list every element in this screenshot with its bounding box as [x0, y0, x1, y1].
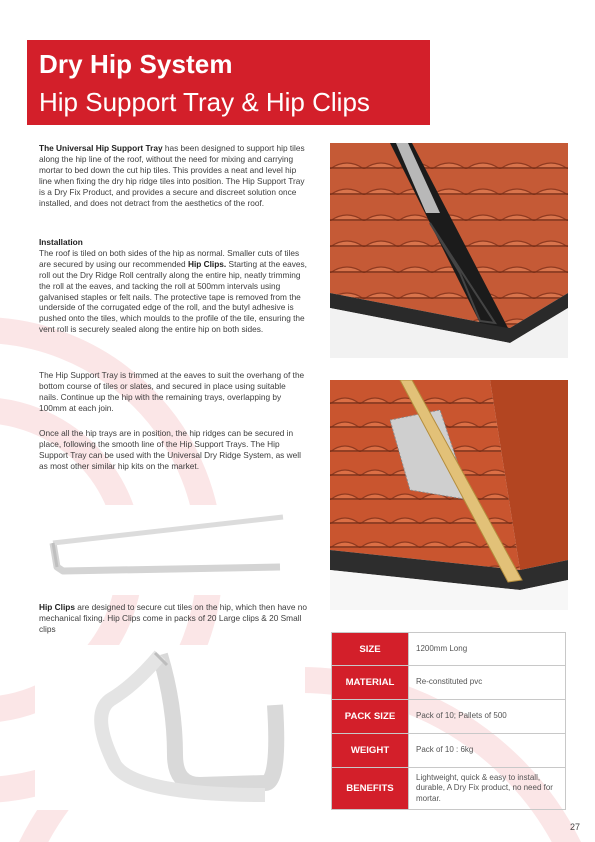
intro-lead: The Universal Hip Support Tray: [39, 143, 163, 153]
spec-label: SIZE: [332, 633, 409, 666]
roof-hip-tray-illustration: [330, 380, 568, 610]
installation-p3: Once all the hip trays are in position, the hip ridges can be secured in place, following the smooth line of the Hip Support Trays. The Hip Support Tray can be used with the Universal Dry Ridge System, as well as most other similar hip kits on the market.: [39, 428, 301, 471]
installation-section: [39, 237, 307, 335]
hip-clips-body: are designed to secure cut tiles on the hip, which then have no mechanical fixing. Hip Clips come in packs of 20 Large clips & 20 Small clips: [39, 602, 307, 634]
spec-value: 1200mm Long: [409, 633, 566, 666]
spec-row: [332, 768, 566, 810]
intro-body: has been designed to support hip tiles along the hip line of the roof, without the need for mixing and carrying mortar to bed down the cut hip tiles. This provides a neat and level hip line when fixing the dry hip ridge tiles into position. The Hip Support Tray is a Dry Fix Product, and provides a secure and discreet solution once installed, and does not detract from the aesthetics of the roof.: [39, 143, 305, 208]
page-title: Dry Hip System: [39, 49, 233, 79]
installation-p1-after: Starting at the eaves, roll out the Dry Ridge Roll centrally along the entire hip, neatly trimming the roll at the eaves, and tacking the roll at 500mm intervals using galvanised staples or felt nails. The protective tape is removed from the underside of the corrugated edge of the roll, and the butyl adhesive is pushed onto the tiles, which moulds to the profile of the tile, ensuring the vent roll is securely sealed along the entire hip on both sides.: [39, 258, 307, 335]
spec-value: Pack of 10 : 6kg: [409, 734, 566, 768]
roof-hip-roll-photo: [330, 143, 568, 358]
intro-paragraph: [39, 143, 307, 208]
spec-row: [332, 700, 566, 734]
hip-support-tray-photo: [35, 505, 305, 595]
specifications-table: [331, 632, 566, 810]
spec-row: [332, 666, 566, 700]
spec-label: WEIGHT: [332, 734, 409, 768]
hip-clips-lead: Hip Clips: [39, 602, 75, 612]
installation-p2: The Hip Support Tray is trimmed at the eaves to suit the overhang of the bottom course of tiles or slates, and secured in place using suitable nails. Continue up the hip with the remaining trays, overlapping by 100mm at each join.: [39, 370, 305, 413]
installation-p1-bold: Hip Clips.: [187, 258, 227, 269]
spec-value: Pack of 10; Pallets of 500: [409, 700, 566, 734]
spec-value: Lightweight, quick & easy to install, durable, A Dry Fix product, no need for mortar.: [409, 768, 566, 810]
installation-heading: Installation: [39, 237, 83, 247]
page-subtitle: Hip Support Tray & Hip Clips: [39, 87, 370, 117]
hip-clips-paragraph: [39, 602, 307, 635]
spec-label: BENEFITS: [332, 768, 409, 810]
spec-value: Re-constituted pvc: [409, 666, 566, 700]
page-number: 27: [570, 822, 581, 832]
spec-row: [332, 734, 566, 768]
hip-clip-photo: [35, 645, 305, 810]
spec-label: PACK SIZE: [332, 700, 409, 734]
spec-row: [332, 633, 566, 666]
title-banner: [27, 40, 430, 125]
spec-label: MATERIAL: [332, 666, 409, 700]
installation-p1-before: The roof is tiled on both sides of the hip as normal. Smaller cuts of tiles are secured by using our recommended: [39, 247, 300, 269]
